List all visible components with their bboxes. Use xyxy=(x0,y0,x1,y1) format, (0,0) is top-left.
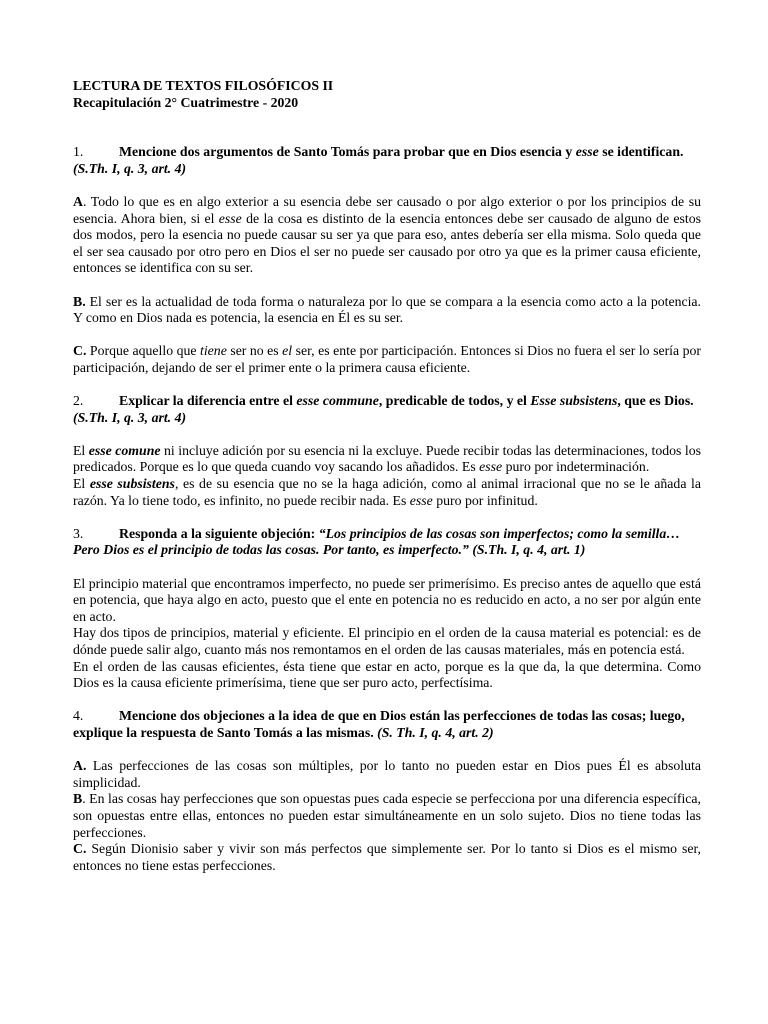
question-3: 3. Responda a la siguiente objeción: “Los principios de las cosas son imperfectos; como la semilla… Pero Dios es el principio de todas las cosas. Por tanto, es imperfecto.” (S.Th. I, q. 4, art. 1) xyxy=(73,525,681,558)
answer-3-paragraph: Hay dos tipos de principios, material y eficiente. El principio en el orden de la causa material es potencial: es de dónde puede salir algo, cuanto más nos remontamos en el orden de las causas materiales, más en potencia está. xyxy=(73,625,701,657)
answer-2-esse-subsistens: El esse subsistens, es de su esencia que no se la haga adición, como al animal irracional que no se le añada la razón. Ya lo tiene todo, es infinito, no puede recibir nada. Es esse puro por infinitud. xyxy=(73,476,701,508)
document-subtitle: Recapitulación 2° Cuatrimestre - 2020 xyxy=(73,94,299,110)
question-4: 4. Mencione dos objeciones a la idea de que en Dios están las perfecciones de todas las cosas; luego, explique la respuesta de Santo Tomás a las mismas. (S. Th. I, q. 4, art. 2) xyxy=(73,708,685,740)
answer-2-esse-comune: El esse comune ni incluye adición por su esencia ni la excluye. Puede recibir todas las determinaciones, todos los predicados. Porque es lo que queda cuando voy sacando los añadidos. Es esse puro por indeterminación. xyxy=(73,442,701,475)
answer-3-paragraph: En el orden de las causas eficientes, ésta tiene que estar en acto, porque es la que da, la que determina. Como Dios es la causa eficiente primerísima, tiene que ser puro acto, perfectísima. xyxy=(73,658,701,691)
question-number: 1. xyxy=(73,144,84,160)
question-2: 2. Explicar la diferencia entre el esse commune, predicable de todos, y el Esse subsistens, que es Dios. (S.Th. I, q. 3, art. 4) xyxy=(73,393,694,425)
answer-1b: B. El ser es la actualidad de toda forma o naturaleza por lo que se compara a la esencia como acto a la potencia. Y como en Dios nada es potencia, la esencia en Él es su ser. xyxy=(73,293,701,326)
question-number: 2. xyxy=(73,393,84,409)
question-number: 3. xyxy=(73,525,84,541)
document-page xyxy=(73,78,701,874)
question-number: 4. xyxy=(73,708,84,724)
document-title: LECTURA DE TEXTOS FILOSÓFICOS II xyxy=(73,78,334,93)
answer-3-paragraph: El principio material que encontramos imperfecto, no puede ser primerísimo. Es preciso antes de aquello que está en potencia, que haya algo en acto, puesto que el ente en potencia no es reducido en acto, a no ser por algún ente en acto. xyxy=(73,575,701,624)
answer-4c: C. Según Dionisio saber y vivir son más perfectos que simplemente ser. Por lo tanto si Dios es el mismo ser, entonces no tiene estas perfecciones. xyxy=(73,841,701,873)
answer-1a: A. Todo lo que es en algo exterior a su esencia debe ser causado o por algo exterior o por los principios de su esencia. Ahora bien, si el esse de la cosa es distinto de la esencia entonces debe ser causado de alguno de estos dos modos, pero la esencia no puede causar su ser ya que para eso, antes debería ser ella misma. Solo queda que el ser sea causado por otro pero en Dios el ser no puede ser causado por otro ya que es la primer causa eficiente, entonces se identifica con su ser. xyxy=(73,193,701,276)
question-1: 1. Mencione dos argumentos de Santo Tomás para probar que en Dios esencia y esse se identifican. (S.Th. I, q. 3, art. 4) xyxy=(73,144,684,176)
answer-4a: A. Las perfecciones de las cosas son múltiples, por lo tanto no pueden estar en Dios pues Él es absoluta simplicidad. xyxy=(73,758,701,790)
answer-1c: C. Porque aquello que tiene ser no es el ser, es ente por participación. Entonces si Dios no fuera el ser lo sería por participación, dejando de ser el primer ente o la primera causa eficiente. xyxy=(73,343,701,375)
answer-4b: B. En las cosas hay perfecciones que son opuestas pues cada especie se perfecciona por una diferencia específica, son opuestas entre ellas, entonces no pueden estar simultáneamente en un solo sujeto. Dios no tiene todas las perfecciones. xyxy=(73,791,701,840)
